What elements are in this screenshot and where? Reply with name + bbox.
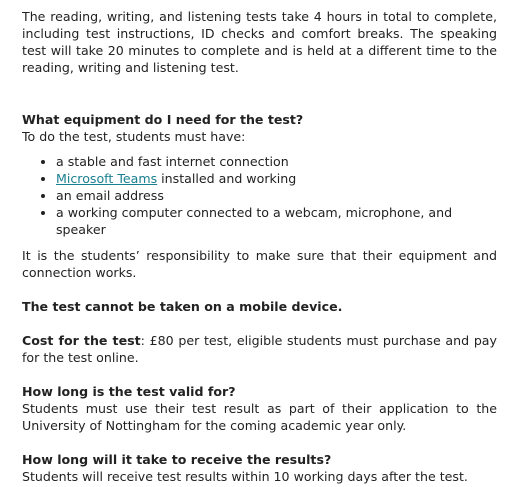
intro-paragraph: The reading, writing, and listening tests take 4 hours in total to complete, including test instructions, ID checks and comfort breaks. The speaking test will take 20 minutes to complete and is held at a different time to the reading, writing and listening test. bbox=[22, 9, 497, 75]
mobile-warning: The test cannot be taken on a mobile device. bbox=[22, 299, 343, 314]
validity-heading: How long is the test valid for? bbox=[22, 384, 236, 399]
results-paragraph: Students will receive test results within 10 working days after the test. bbox=[22, 469, 468, 484]
list-item bbox=[56, 153, 497, 170]
equipment-list bbox=[22, 153, 497, 238]
microsoft-teams-link[interactable]: Microsoft Teams bbox=[56, 171, 158, 186]
cost-label: Cost for the test bbox=[22, 333, 141, 348]
cost-text: : £80 per test, eligible students must purchase and pay for the test online. bbox=[22, 333, 497, 365]
list-item-text: a stable and fast internet connection bbox=[56, 154, 289, 169]
equipment-heading: What equipment do I need for the test? bbox=[22, 112, 304, 127]
results-heading: How long will it take to receive the results? bbox=[22, 452, 332, 467]
equipment-lead: To do the test, students must have: bbox=[22, 129, 246, 144]
validity-paragraph: Students must use their test result as part of their application to the University of Nottingham for the coming academic year only. bbox=[22, 401, 497, 433]
list-item bbox=[56, 187, 497, 204]
list-item-text: an email address bbox=[56, 188, 164, 203]
list-item-text: installed and working bbox=[157, 171, 297, 186]
cost-paragraph bbox=[22, 332, 497, 366]
list-item-text: a working computer connected to a webcam, microphone, and speaker bbox=[56, 205, 453, 237]
list-item bbox=[56, 204, 497, 238]
responsibility-paragraph: It is the students’ responsibility to make sure that their equipment and connection works. bbox=[22, 248, 497, 280]
list-item bbox=[56, 170, 497, 187]
